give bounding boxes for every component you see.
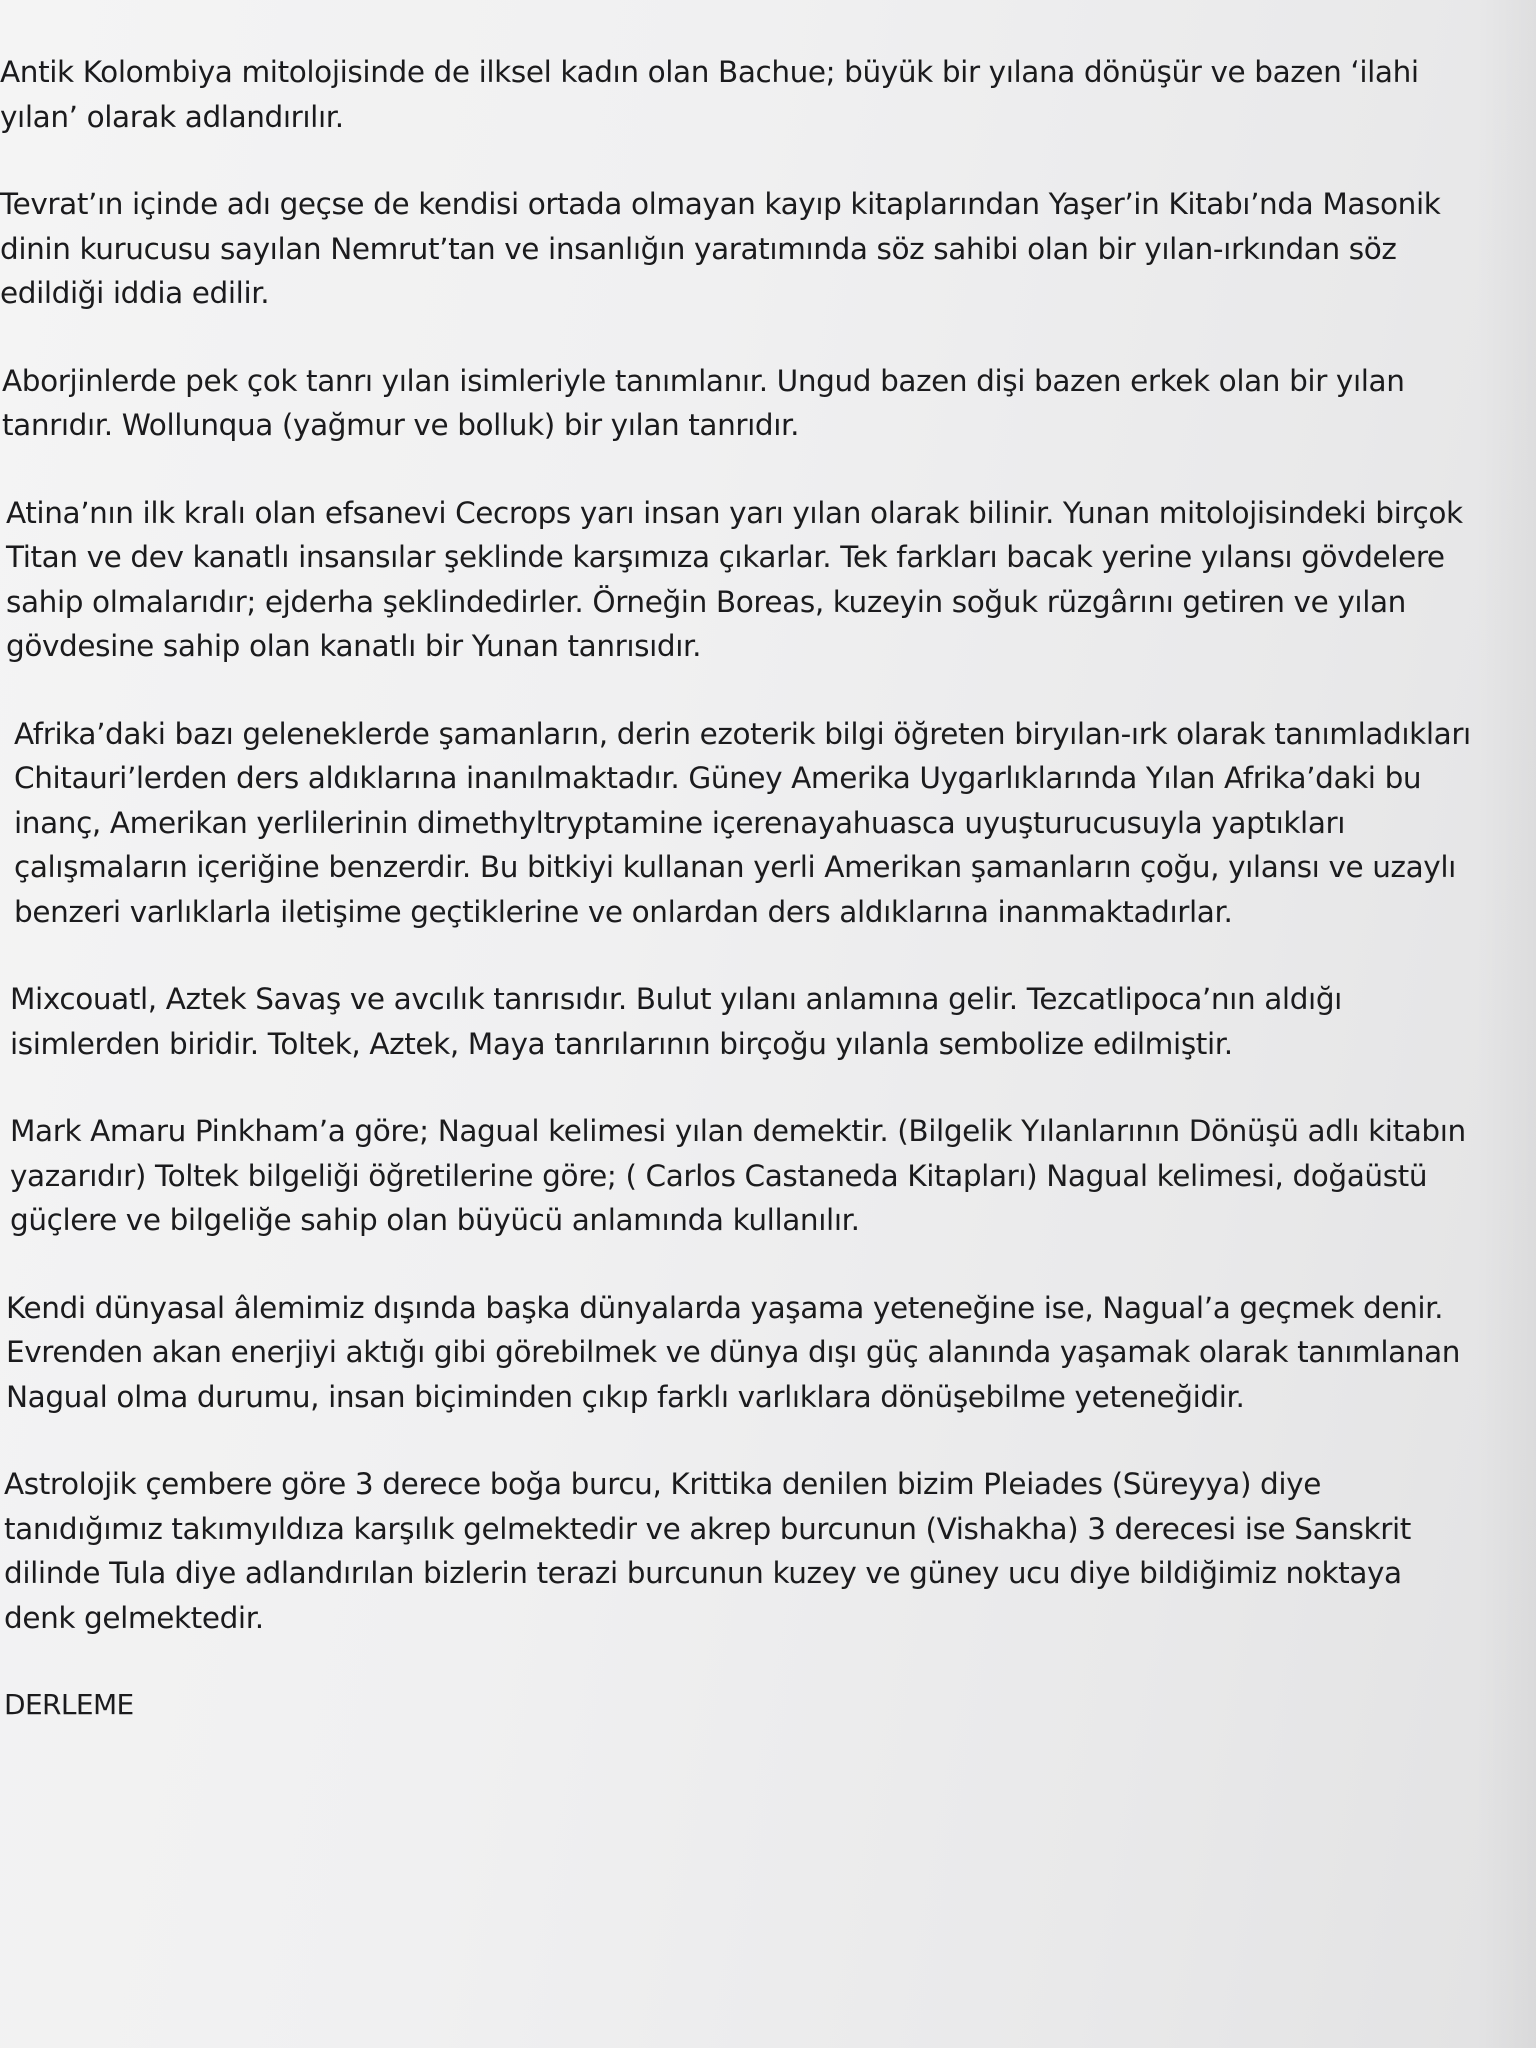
paragraph-nagual [6,1286,1536,1420]
text-line: Antik Kolombiya mitolojisinde de ilksel kadın olan Bachue; büyük bir yılana dönüşür ve bazen ‘ilahi [0,55,1419,89]
signature-derleme: DERLEME [4,1688,134,1721]
text-line: Nagual olma durumu, insan biçiminden çıkıp farklı varlıklara dönüşebilme yeteneğidir. [6,1379,1245,1414]
text-line: inanç, Amerikan yerlilerinin dimethyltryptamine içerenayahuasca uyuşturucusuyla yaptıkları [14,805,1346,840]
text-line: Mark Amaru Pinkham’a göre; Nagual kelimesi yılan demektir. (Bilgelik Yılanlarının Dönüşü adlı kitabın [10,1114,1466,1148]
text-line: yılan’ olarak adlandırılır. [0,99,344,134]
paragraph-bachue [0,50,1536,139]
paragraph-aborjinler [2,359,1536,448]
text-line: yazarıdır) Toltek bilgeliği öğretilerine göre; ( Carlos Castaneda Kitapları) Nagual kelimesi, doğaüstü [10,1158,1428,1193]
text-line: Mixcouatl, Aztek Savaş ve avcılık tanrısıdır. Bulut yılanı anlamına gelir. Tezcatlipoca’nın aldığı [10,982,1342,1016]
text-line: Chitauri’lerden ders aldıklarına inanılmaktadır. Güney Amerika Uygarlıklarında Yılan Afrika’daki bu [14,761,1422,795]
text-line: gövdesine sahip olan kanatlı bir Yunan tanrısıdır. [6,629,702,663]
text-line: sahip olmalarıdır; ejderha şeklindedirler. Örneğin Boreas, kuzeyin soğuk rüzgârını getiren ve yılan [6,584,1406,619]
paragraph-mixcouatl [10,977,1536,1066]
text-line: isimlerden biridir. Toltek, Aztek, Maya tanrılarının birçoğu yılanla sembolize edilmiştir. [10,1026,1233,1061]
text-line: Titan ve dev kanatlı insansılar şeklinde karşımıza çıkarlar. Tek farkları bacak yerine yılansı gövdelere [6,540,1445,574]
text-line: Evrenden akan enerjiyi aktığı gibi görebilmek ve dünya dışı güç alanında yaşamak olarak tanımlanan [6,1335,1461,1369]
paragraph-tevrat [0,182,1536,316]
text-line: Astrolojik çembere göre 3 derece boğa burcu, Krittika denilen bizim Pleiades (Süreyya) diye [4,1467,1321,1501]
text-line: dilinde Tula diye adlandırılan bizlerin terazi burcunun kuzey ve güney ucu diye bildiğimiz noktaya [4,1556,1402,1590]
text-line: Atina’nın ilk kralı olan efsanevi Cecrops yarı insan yarı yılan olarak bilinir. Yunan mitolojisindeki birçok [6,495,1463,530]
text-line: dinin kurucusu sayılan Nemrut’tan ve insanlığın yaratımında söz sahibi olan bir yılan-ırkından söz [0,231,1397,266]
text-line: Kendi dünyasal âlemimiz dışında başka dünyalarda yaşama yeteneğine ise, Nagual’a geçmek denir. [6,1290,1444,1325]
text-line: edildiği iddia edilir. [0,276,270,310]
paragraph-pinkham [10,1109,1536,1243]
text-line: tanıdığımız takımyıldıza karşılık gelmektedir ve akrep burcunun (Vishakha) 3 derecesi ise Sanskrit [4,1511,1411,1546]
text-line: güçlere ve bilgeliğe sahip olan büyücü anlamında kullanılır. [10,1203,860,1237]
text-line: Aborjinlerde pek çok tanrı yılan isimleriyle tanımlanır. Ungud bazen dişi bazen erkek olan bir yılan [2,363,1405,398]
paragraph-atina [6,491,1536,669]
text-line: çalışmaların içeriğine benzerdir. Bu bitkiyi kullanan yerli Amerikan şamanların çoğu, yılansı ve uzaylı [14,850,1456,884]
text-line: denk gelmektedir. [4,1600,264,1635]
paragraph-astroloji [4,1462,1536,1640]
text-line: benzeri varlıklarla iletişime geçtiklerine ve onlardan ders aldıklarına inanmaktadırlar. [14,894,1233,929]
text-line: Afrika’daki bazı geleneklerde şamanların, derin ezoterik bilgi öğreten biryılan-ırk olarak tanımladıkları [14,716,1471,751]
paragraph-afrika [14,712,1536,935]
text-line: tanrıdır. Wollunqua (yağmur ve bolluk) bir yılan tanrıdır. [2,408,800,442]
text-line: Tevrat’ın içinde adı geçse de kendisi ortada olmayan kayıp kitaplarından Yaşer’in Kitabı’nda Masonik [0,187,1441,221]
